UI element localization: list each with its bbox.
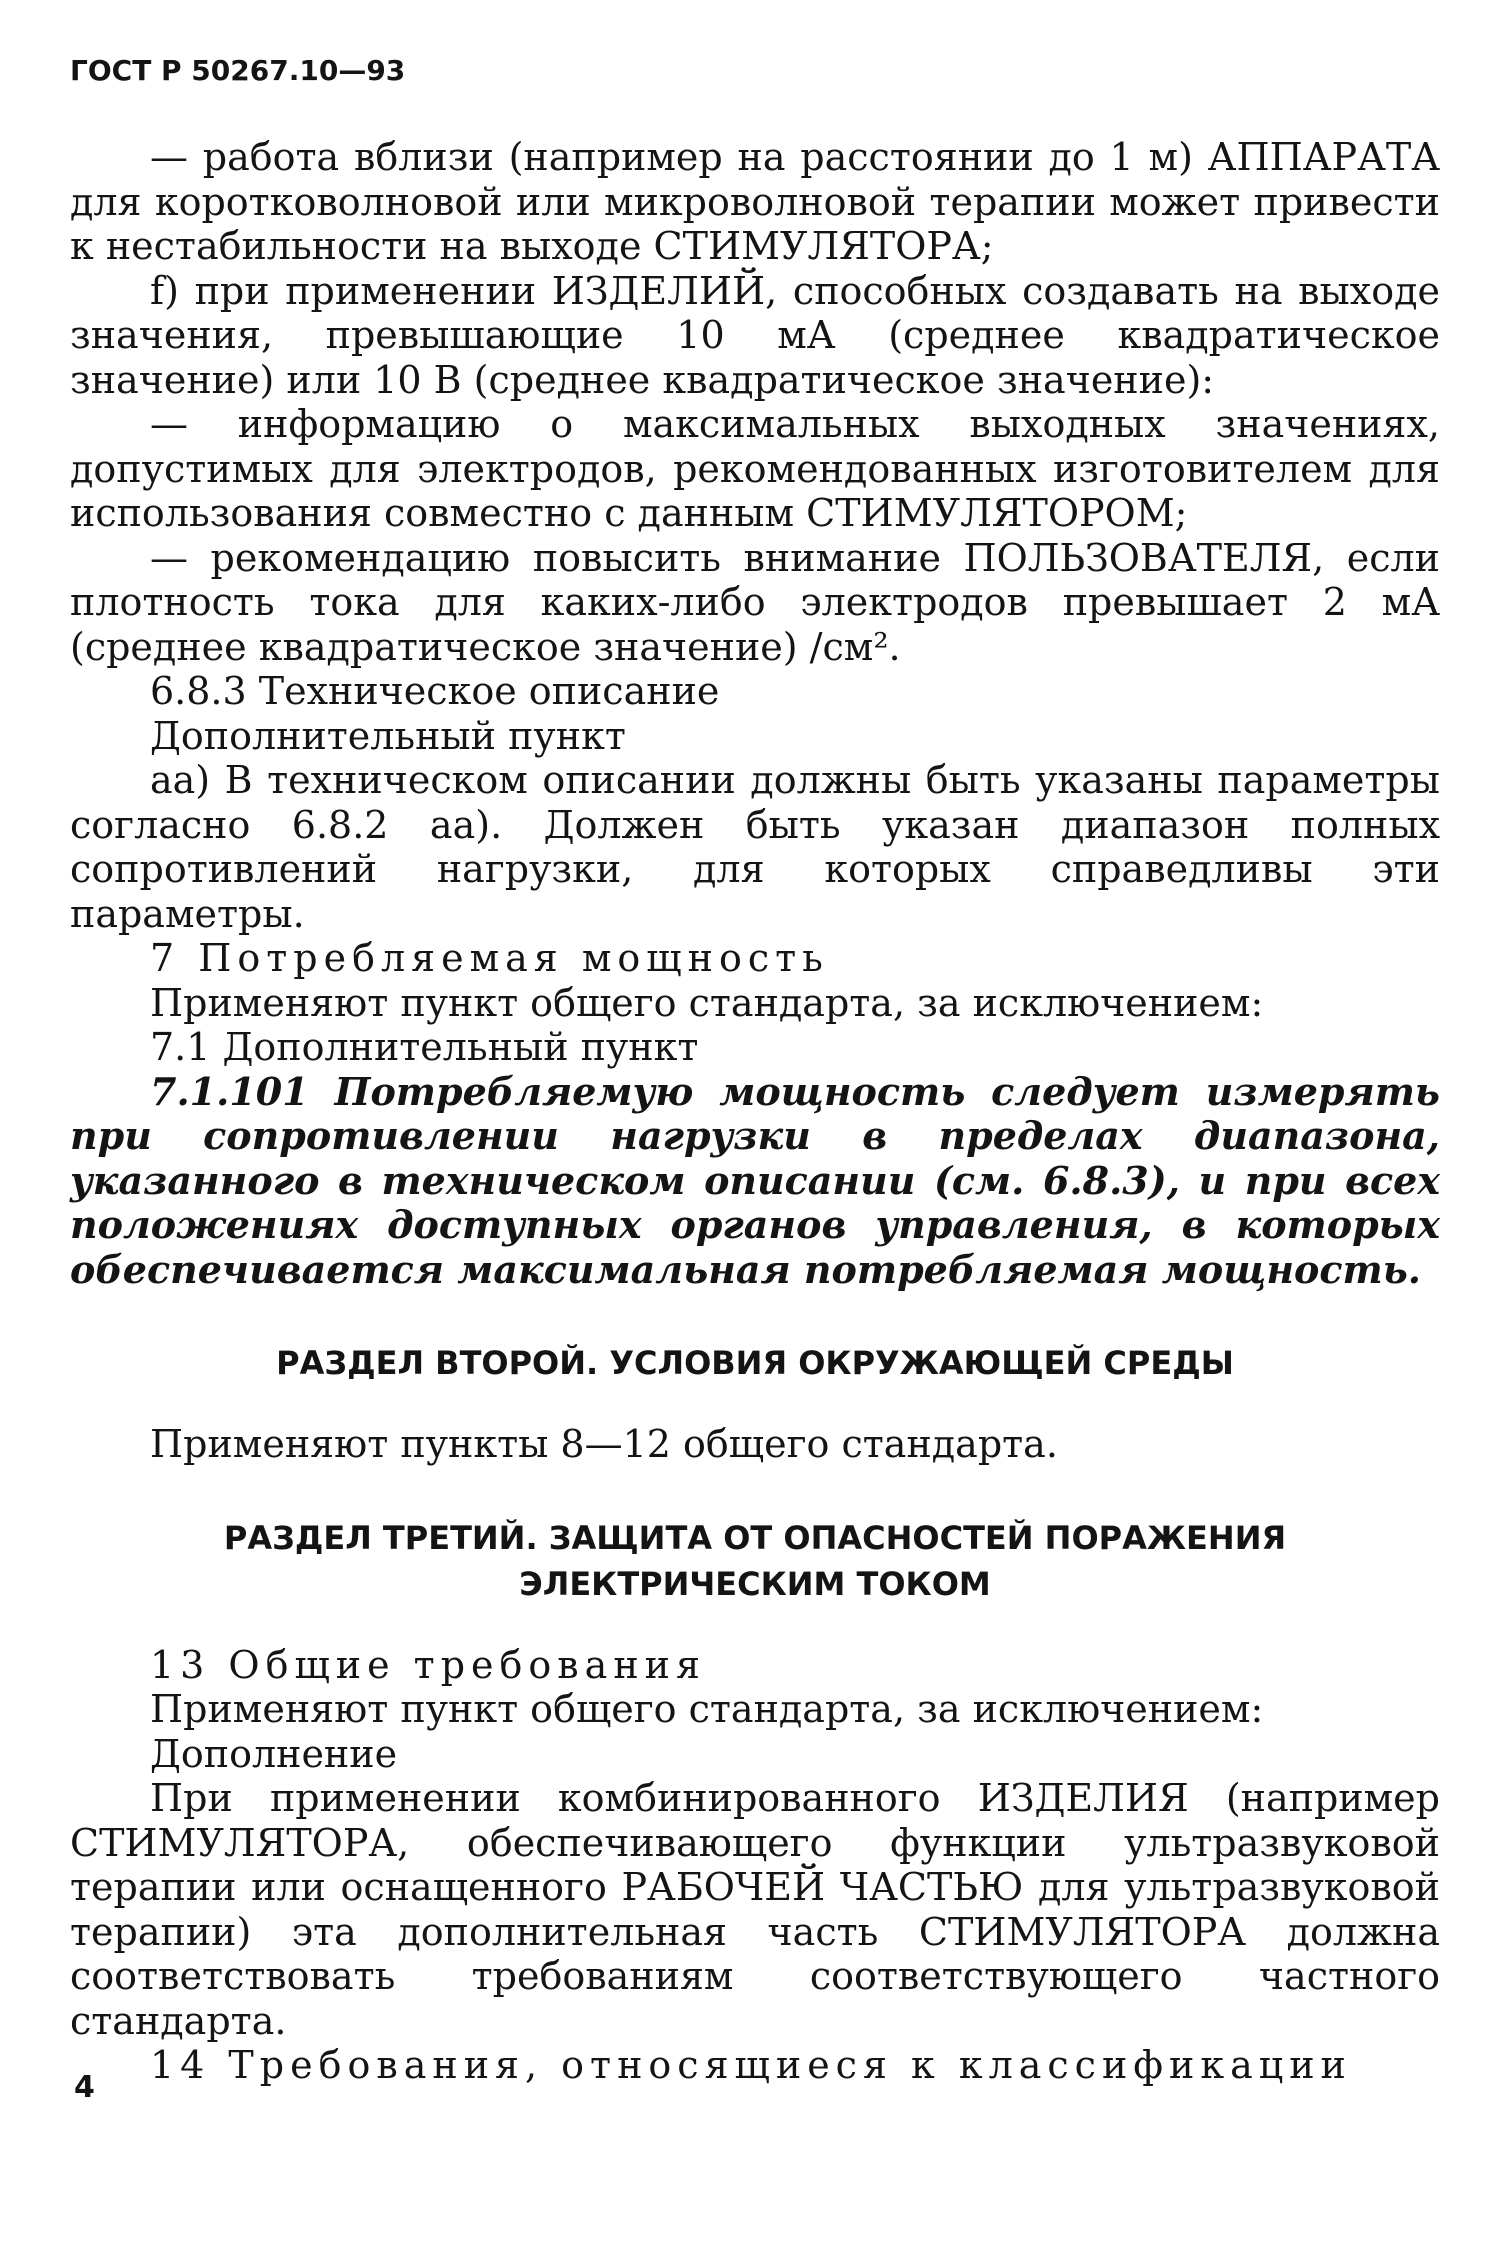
clause-13-addition-text: При применении комбинированного ИЗДЕЛИЯ (например СТИМУЛЯТОРА, обеспечивающего функции ультразвуковой терапии или оснащенного РАБОЧЕЙ ЧАСТЬЮ для ультразвуковой терапии) эта дополнительная часть СТИМУЛЯТОРА должна соответствовать требованиям соответствующего частного стандарта. (70, 1776, 1440, 2043)
additional-clause-label: Дополнительный пункт (150, 713, 626, 758)
clause-13-addition-label: Дополнение (150, 1731, 398, 1776)
page-number: 4 (74, 2070, 95, 2105)
clause-7-1: 7.1 Дополнительный пункт (150, 1025, 699, 1069)
clause-13-apply: Применяют пункт общего стандарта, за исключением: (150, 1687, 1264, 1731)
clause-6-8-3: 6.8.3 Техническое описание (150, 669, 720, 713)
paragraph-apply-general: Применяют пункт общего стандарта, за исключением: (150, 980, 1264, 1025)
section-two-title: РАЗДЕЛ ВТОРОЙ. УСЛОВИЯ ОКРУЖАЮЩЕЙ СРЕДЫ (276, 1344, 1234, 1382)
paragraph-interference: — работа вблизи (например на расстоянии до 1 м) АППАРАТА для коротковолновой или микроволновой терапии может привести к нестабильности на выходе СТИМУЛЯТОРА; (70, 135, 1440, 268)
clause-14-heading: 14 Требования, относящиеся к классификации (150, 2043, 1352, 2087)
section-two-text: Применяют пункты 8—12 общего стандарта. (150, 1422, 1058, 1466)
clause-7-1-101: 7.1.101 Потребляемую мощность следует измерять при сопротивлении нагрузки в пределах диапазона, указанного в техническом описании (см. 6.8.3), и при всех положениях доступных органов управления, в которых обеспечивается максимальная потребляемая мощность. (70, 1068, 1440, 1292)
document-body (70, 135, 1440, 2088)
section-three-title-line2: ЭЛЕКТРИЧЕСКИМ ТОКОМ (519, 1564, 991, 1603)
paragraph-item-f: f) при применении ИЗДЕЛИЙ, способных создавать на выходе значения, превышающие 10 мА (среднее квадратическое значение) или 10 В (среднее квадратическое значение): (70, 268, 1440, 402)
clause-7-heading: 7 Потребляемая мощность (150, 936, 829, 980)
paragraph-max-values: — информацию о максимальных выходных значениях, допустимых для электродов, рекомендованных изготовителем для использования совместно с данным СТИМУЛЯТОРОМ; (70, 402, 1440, 535)
document-header: ГОСТ Р 50267.10—93 (70, 54, 406, 87)
section-three-title-line1: РАЗДЕЛ ТРЕТИЙ. ЗАЩИТА ОТ ОПАСНОСТЕЙ ПОРАЖЕНИЯ (223, 1518, 1287, 1557)
paragraph-aa: аа) В техническом описании должны быть указаны параметры согласно 6.8.2 аа). Должен быть указан диапазон полных сопротивлений нагрузки, для которых справедливы эти параметры. (70, 758, 1440, 936)
clause-13-heading: 13 Общие требования (150, 1642, 706, 1687)
paragraph-current-density: — рекомендацию повысить внимание ПОЛЬЗОВАТЕЛЯ, если плотность тока для каких-либо электродов превышает 2 мА (среднее квадратическое значение) /см². (70, 535, 1440, 669)
